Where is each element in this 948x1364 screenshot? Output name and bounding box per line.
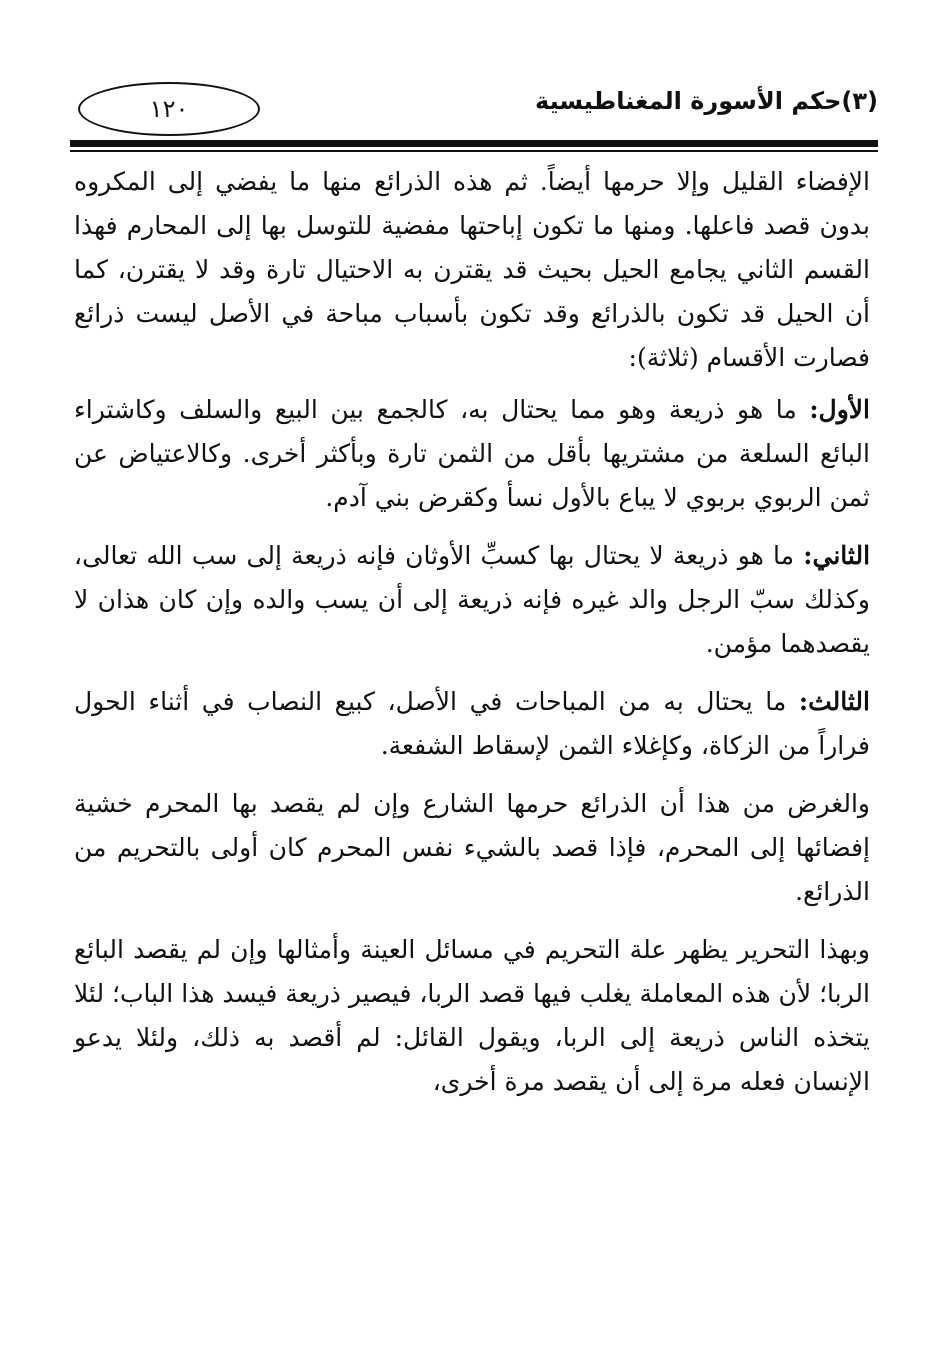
paragraph-purpose: والغرض من هذا أن الذرائع حرمها الشارع وإن لم يقصد بها المحرم خشية إفضائها إلى المحرم، فإذا قصد بالشيء نفس المحرم كان أولى بالتحريم من الذرائع. <box>74 789 870 906</box>
first-category-text: ما هو ذريعة وهو مما يحتال به، كالجمع بين البيع والسلف وكاشتراء البائع السلعة من مشتريها بأقل من الثمن تارة وبأكثر أخرى. وكالاعتياض عن ثمن الربوي بربوي لا يباع بالأول نسأ وكقرض بني آدم. <box>74 395 870 512</box>
header-rule-thin <box>70 150 878 152</box>
third-category-label: الثالث: <box>798 687 870 716</box>
first-category-label: الأول: <box>809 395 870 424</box>
paragraph-second-category <box>74 534 870 666</box>
paragraph-third-category <box>74 680 870 768</box>
third-category-text: ما يحتال به من المباحات في الأصل، كبيع النصاب في أثناء الحول فراراً من الزكاة، وكإغلاء الثمن لإسقاط الشفعة. <box>74 687 870 760</box>
second-category-text: ما هو ذريعة لا يحتال بها كسبِّ الأوثان فإنه ذريعة إلى سب الله تعالى، وكذلك سبّ الرجل والد غيره فإنه ذريعة إلى أن يسب والده وإن كان هذان لا يقصدهما مؤمن. <box>74 541 870 658</box>
paragraph-first-category <box>74 388 870 520</box>
running-title: (٣)حكم الأسورة المغناطيسية <box>535 87 878 115</box>
page-number: ١٢٠ <box>78 82 260 136</box>
second-category-label: الثاني: <box>803 541 871 570</box>
page-body <box>74 160 870 1118</box>
page-header <box>70 76 878 154</box>
paragraph-intro: الإفضاء القليل وإلا حرمها أيضاً. ثم هذه الذرائع منها ما يفضي إلى المكروه بدون قصد فاعلها. ومنها ما تكون إباحتها مفضية للتوسل بها إلى المحارم فهذا القسم الثاني يجامع الحيل بحيث قد يقترن به الاحتيال تارة وقد لا يقترن، كما أن الحيل قد تكون بالذرائع وقد تكون بأسباب مباحة في الأصل ليست ذرائع فصارت الأقسام (ثلاثة): <box>74 167 870 372</box>
header-rule-thick <box>70 140 878 147</box>
paragraph-conclusion: وبهذا التحرير يظهر علة التحريم في مسائل العينة وأمثالها وإن لم يقصد البائع الربا؛ لأن هذه المعاملة يغلب فيها قصد الربا، فيصير ذريعة فيسد هذا الباب؛ لئلا يتخذه الناس ذريعة إلى الربا، ويقول القائل: لم أقصد به ذلك، ولئلا يدعو الإنسان فعله مرة إلى أن يقصد مرة أخرى، <box>74 935 870 1096</box>
